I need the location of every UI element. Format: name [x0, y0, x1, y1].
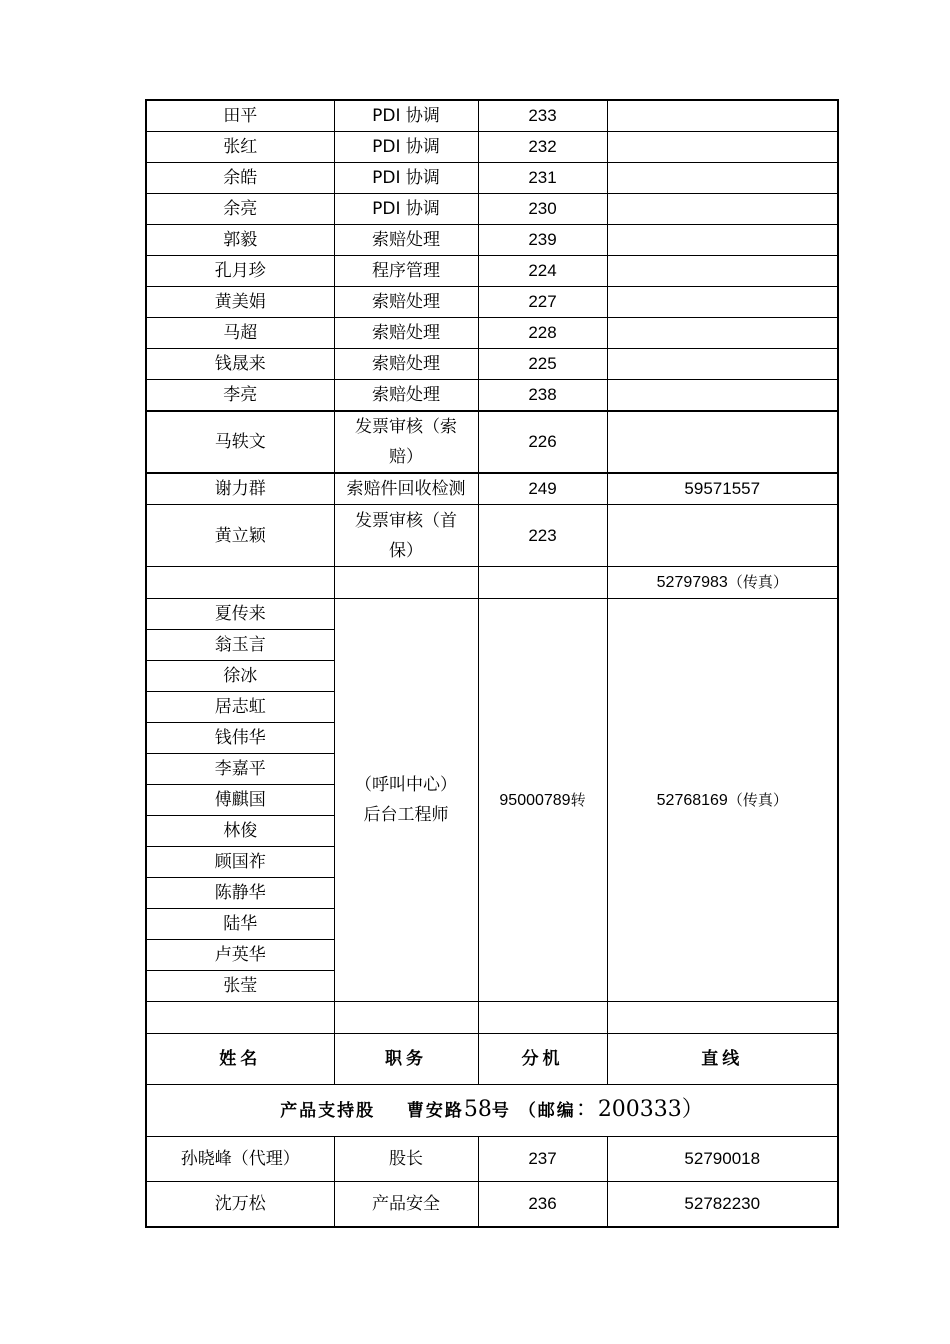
name-cell: 张红: [146, 132, 334, 163]
ext-cell: 224: [478, 256, 607, 287]
direct-cell: [607, 287, 838, 318]
name-cell: 李亮: [146, 380, 334, 412]
ext-cell: 231: [478, 163, 607, 194]
section-dept: 产品支持股: [280, 1101, 376, 1121]
ext-cell: 237: [478, 1137, 607, 1182]
ext-number: 95000789: [499, 791, 571, 809]
table-row: [146, 287, 838, 318]
name-cell: 林俊: [146, 816, 334, 847]
direct-cell: 52790018: [607, 1137, 838, 1182]
ext-cell: [478, 1002, 607, 1034]
name-cell: 钱晟来: [146, 349, 334, 380]
title-cell: [334, 567, 478, 599]
table-row: [146, 567, 838, 599]
ext-cell: 232: [478, 132, 607, 163]
directory-body: [146, 100, 838, 1227]
section-zip-colon: ：: [575, 1097, 598, 1122]
direct-cell: [607, 567, 838, 599]
table-row: [146, 1002, 838, 1034]
title-cell: 程序管理: [334, 256, 478, 287]
name-cell: 卢英华: [146, 940, 334, 971]
title-cell: PDI 协调: [334, 163, 478, 194]
table-row: [146, 473, 838, 505]
section-addr-post: 号: [491, 1101, 511, 1121]
direct-cell: [607, 349, 838, 380]
name-cell: 余皓: [146, 163, 334, 194]
direct-cell: [607, 132, 838, 163]
ext-cell: 236: [478, 1182, 607, 1227]
title-line-1: 发票审核（索: [355, 417, 457, 437]
name-cell: 钱伟华: [146, 723, 334, 754]
direct-cell: [607, 411, 838, 473]
table-row: [146, 349, 838, 380]
ext-cell: 249: [478, 473, 607, 505]
name-cell: 居志虹: [146, 692, 334, 723]
direct-cell: [607, 225, 838, 256]
name-cell: 郭毅: [146, 225, 334, 256]
name-cell: 傅麒国: [146, 785, 334, 816]
column-header-row: [146, 1034, 838, 1085]
name-cell: 沈万松: [146, 1182, 334, 1227]
section-zip-close: ）: [681, 1097, 704, 1122]
title-cell: PDI 协调: [334, 194, 478, 225]
table-row: [146, 1137, 838, 1182]
name-cell: 孙晓峰（代理）: [146, 1137, 334, 1182]
table-row: [146, 132, 838, 163]
direct-cell: [607, 163, 838, 194]
call-center-direct-cell: [607, 599, 838, 1002]
name-cell: 黄美娟: [146, 287, 334, 318]
direct-cell: 59571557: [607, 473, 838, 505]
title-cell: 股长: [334, 1137, 478, 1182]
title-line-2: 赔）: [389, 447, 423, 467]
call-center-ext-cell: [478, 599, 607, 1002]
call-center-title-cell: [334, 599, 478, 1002]
table-row: [146, 505, 838, 567]
name-cell: 谢力群: [146, 473, 334, 505]
staff-directory-table: [145, 99, 839, 1228]
title-line-1: （呼叫中心）: [355, 775, 457, 795]
ext-cell: 233: [478, 100, 607, 132]
header-direct: 直线: [607, 1034, 838, 1085]
name-cell: 张莹: [146, 971, 334, 1002]
name-cell: 夏传来: [146, 599, 334, 630]
direct-cell: [607, 256, 838, 287]
table-row: [146, 599, 838, 630]
name-cell: 徐冰: [146, 661, 334, 692]
table-row: [146, 256, 838, 287]
ext-cell: 230: [478, 194, 607, 225]
direct-cell: [607, 505, 838, 567]
section-addr-pre: 曹安路: [406, 1101, 464, 1121]
name-cell: [146, 567, 334, 599]
table-row: [146, 318, 838, 349]
title-cell: 索赔处理: [334, 225, 478, 256]
ext-cell: 238: [478, 380, 607, 412]
table-row: [146, 1182, 838, 1227]
ext-cell: [478, 567, 607, 599]
title-cell: [334, 505, 478, 567]
name-cell: 田平: [146, 100, 334, 132]
header-name: 姓名: [146, 1034, 334, 1085]
title-cell: 索赔处理: [334, 318, 478, 349]
ext-cell: 227: [478, 287, 607, 318]
name-cell: 陈静华: [146, 878, 334, 909]
name-cell: 翁玉言: [146, 630, 334, 661]
name-cell: 顾国祚: [146, 847, 334, 878]
title-cell: [334, 411, 478, 473]
direct-cell: [607, 380, 838, 412]
title-cell: 产品安全: [334, 1182, 478, 1227]
ext-cell: 226: [478, 411, 607, 473]
name-cell: 黄立颖: [146, 505, 334, 567]
table-row: [146, 163, 838, 194]
section-zip-open: （邮编: [518, 1101, 576, 1121]
ext-suffix: 转: [570, 790, 586, 809]
title-line-1: 发票审核（首: [355, 510, 457, 531]
ext-cell: 223: [478, 505, 607, 567]
name-cell: [146, 1002, 334, 1034]
ext-cell: 225: [478, 349, 607, 380]
fax-label: （传真）: [727, 573, 788, 591]
section-zip: 200333: [597, 1097, 682, 1122]
name-cell: 陆华: [146, 909, 334, 940]
direct-cell: [607, 318, 838, 349]
title-cell: 索赔处理: [334, 380, 478, 412]
table-row: [146, 225, 838, 256]
name-cell: 马轶文: [146, 411, 334, 473]
fax-number: 52797983: [656, 574, 728, 591]
section-row: [146, 1085, 838, 1137]
title-line-2: 后台工程师: [363, 805, 449, 825]
title-cell: PDI 协调: [334, 132, 478, 163]
title-cell: [334, 1002, 478, 1034]
section-title: [146, 1085, 838, 1137]
direct-label: （传真）: [727, 790, 788, 809]
title-cell: 索赔件回收检测: [334, 473, 478, 505]
name-cell: 马超: [146, 318, 334, 349]
title-cell: 索赔处理: [334, 287, 478, 318]
ext-cell: 239: [478, 225, 607, 256]
title-cell: PDI 协调: [334, 100, 478, 132]
ext-cell: 228: [478, 318, 607, 349]
direct-cell: [607, 194, 838, 225]
direct-cell: [607, 100, 838, 132]
title-line-2: 保）: [389, 540, 423, 561]
title-cell: 索赔处理: [334, 349, 478, 380]
table-row: [146, 411, 838, 473]
header-ext: 分机: [478, 1034, 607, 1085]
table-row: [146, 380, 838, 412]
direct-cell: 52782230: [607, 1182, 838, 1227]
section-addr-num: 58: [463, 1097, 492, 1122]
header-title: 职务: [334, 1034, 478, 1085]
direct-cell: [607, 1002, 838, 1034]
name-cell: 李嘉平: [146, 754, 334, 785]
table-row: [146, 100, 838, 132]
table-row: [146, 194, 838, 225]
name-cell: 余亮: [146, 194, 334, 225]
direct-number: 52768169: [656, 791, 728, 809]
name-cell: 孔月珍: [146, 256, 334, 287]
